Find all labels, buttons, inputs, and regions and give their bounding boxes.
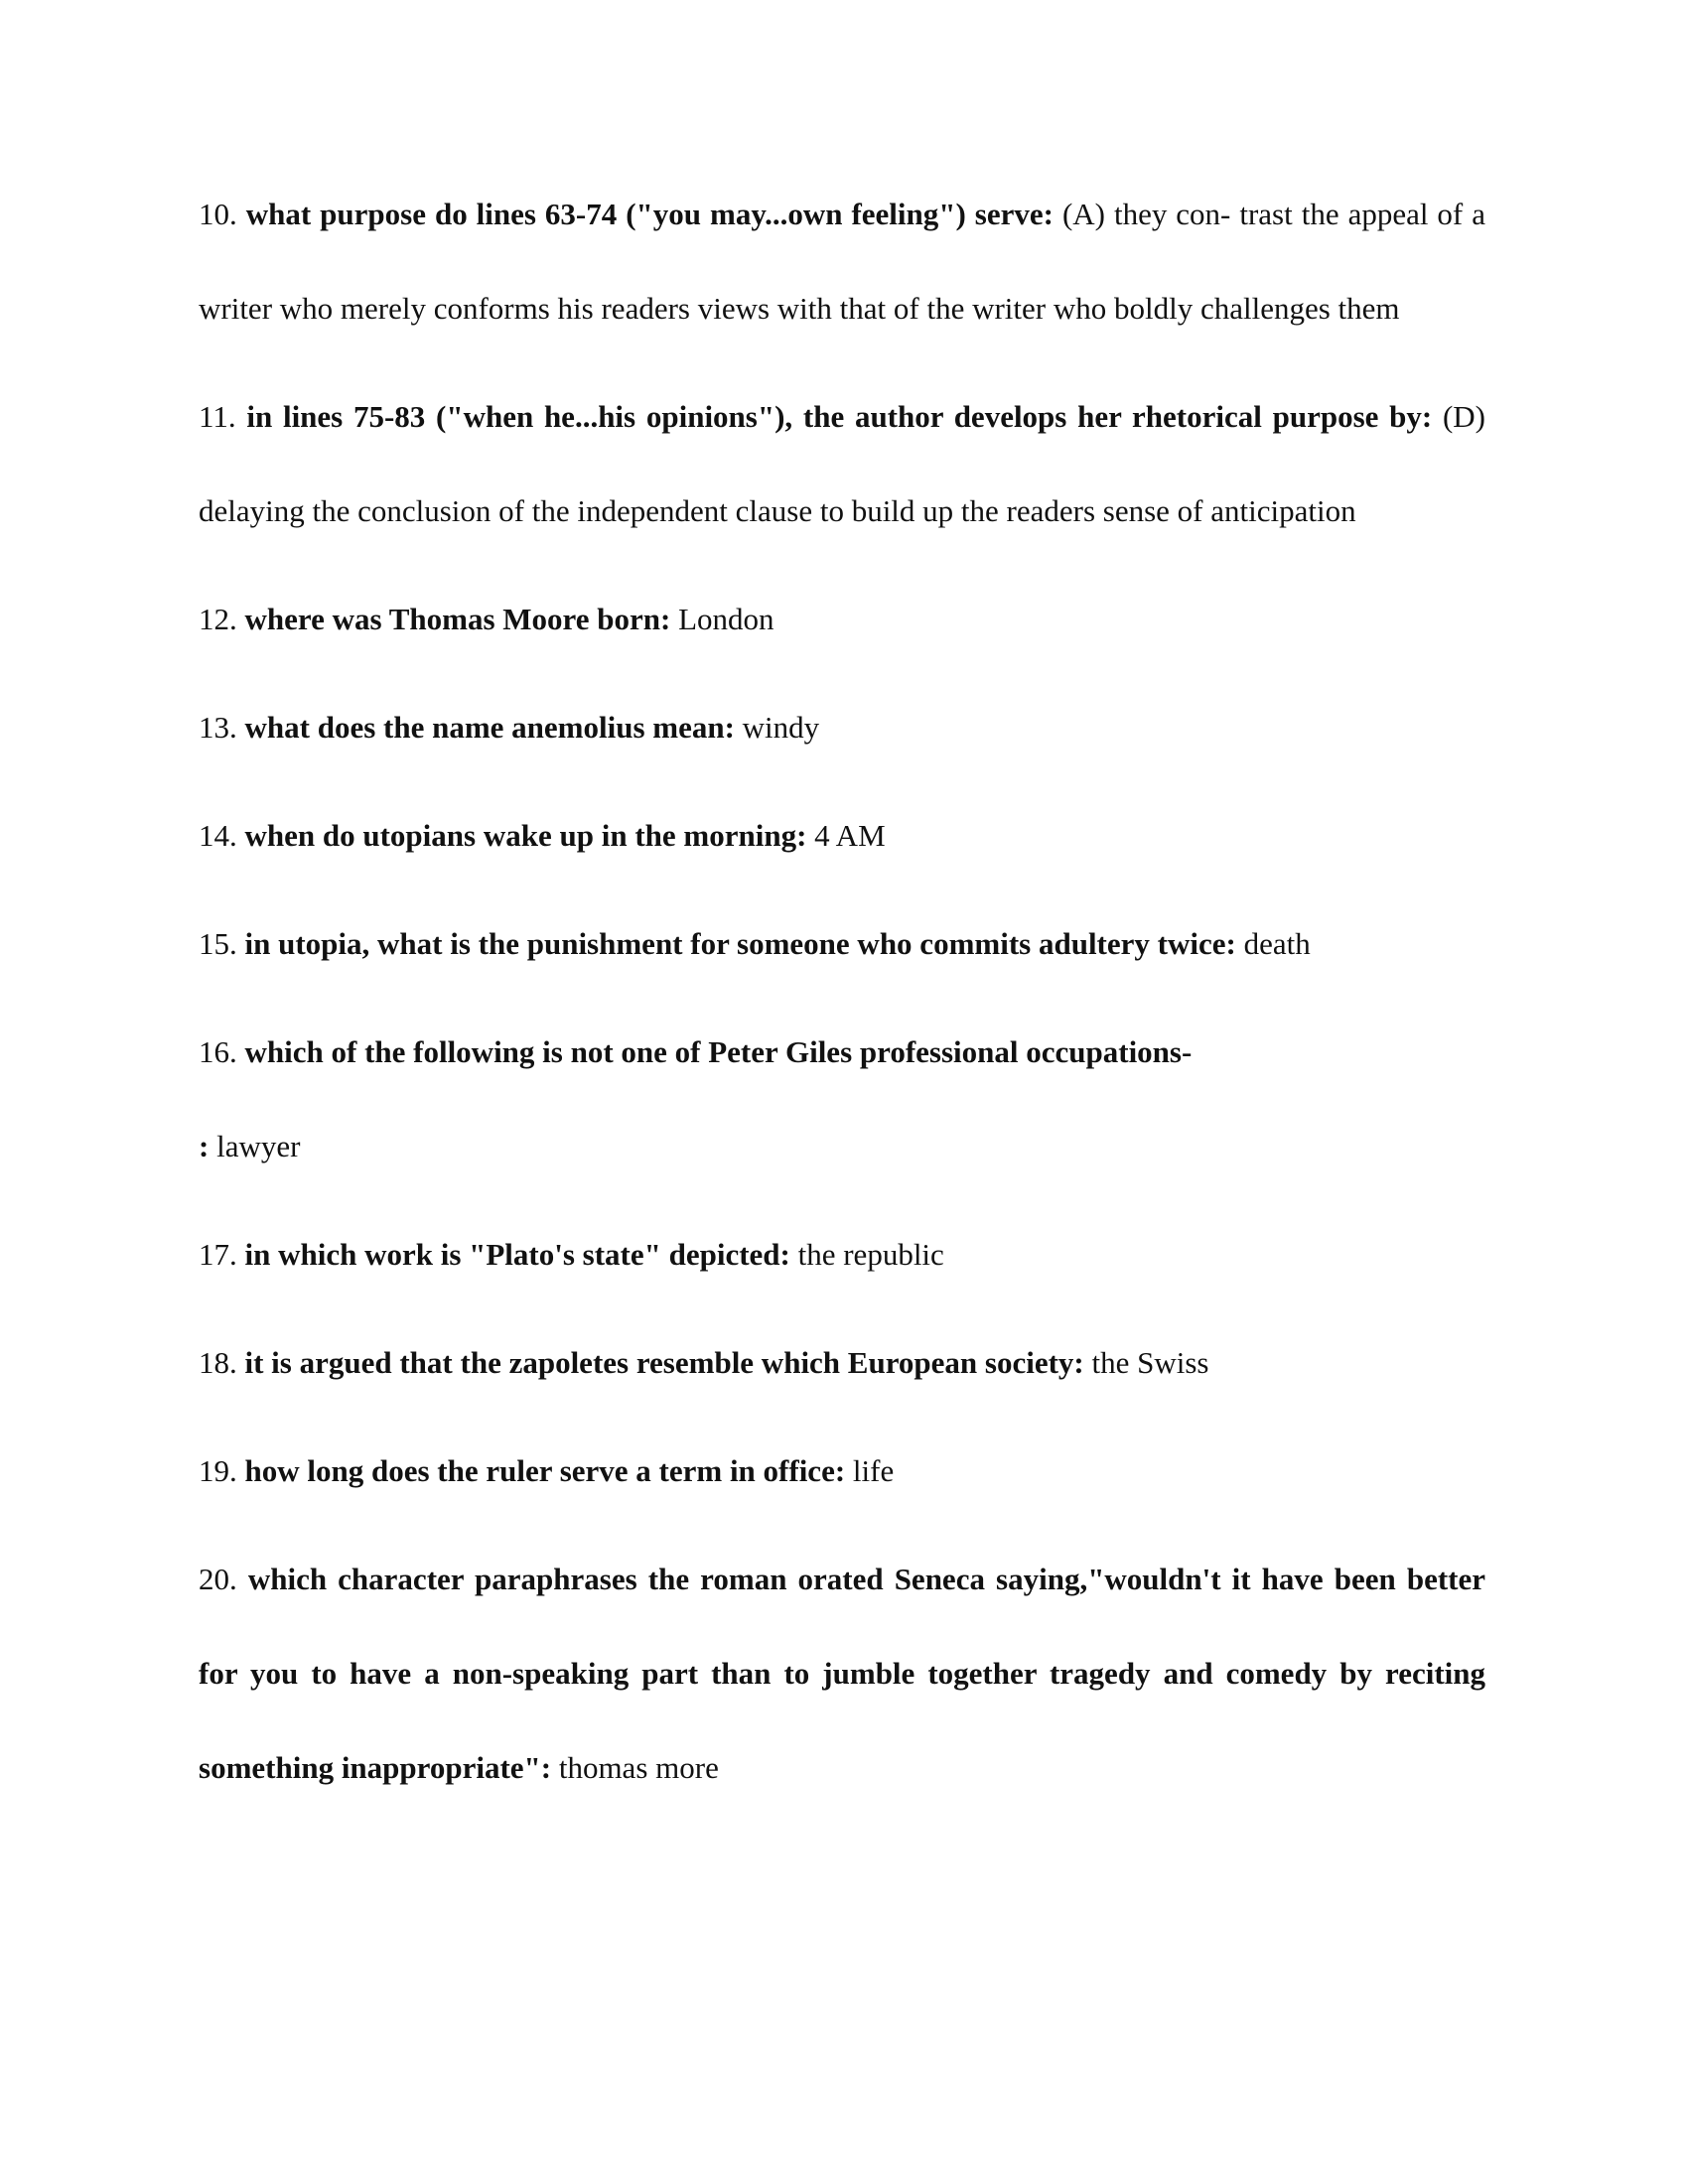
answer-line [199, 1099, 1485, 1193]
answer-text: (D) delaying the conclusion of the independent clause to build up the readers sense of anticipation [199, 399, 1486, 528]
question-text: in lines 75-83 ("when he...his opinions"), the author develops her rhetorical purpose by: [246, 399, 1433, 434]
qa-item-12 [199, 572, 1485, 666]
answer-text: the republic [797, 1237, 944, 1272]
question-text: how long does the ruler serve a term in office: [244, 1453, 846, 1488]
qa-item-19 [199, 1424, 1485, 1518]
item-number: 16. [199, 1034, 237, 1069]
item-number: 13. [199, 710, 237, 745]
qa-item-11 [199, 369, 1485, 558]
item-number: 11. [199, 399, 236, 434]
answer-text: the Swiss [1091, 1345, 1209, 1380]
answer-text: death [1243, 926, 1311, 961]
item-number: 10. [199, 197, 237, 231]
question-text: which of the following is not one of Peter Giles professional occupations- [244, 1034, 1193, 1069]
question-text: in utopia, what is the punishment for someone who commits adultery twice: [244, 926, 1236, 961]
qa-item-14 [199, 788, 1485, 883]
qa-item-10 [199, 167, 1485, 355]
answer-text: thomas more [558, 1750, 719, 1785]
answer-text: 4 AM [814, 818, 886, 853]
item-number: 17. [199, 1237, 237, 1272]
qa-item-18 [199, 1315, 1485, 1410]
qa-item-13 [199, 680, 1485, 774]
item-number: 18. [199, 1345, 237, 1380]
answer-colon: : [199, 1129, 210, 1163]
question-text: in which work is "Plato's state" depicted: [244, 1237, 790, 1272]
item-number: 15. [199, 926, 237, 961]
question-text: which character paraphrases the roman orated Seneca saying,"wouldn't it have been better for you to have a non-speaking part than to jumble together tragedy and comedy by reciting something inappropriate": [199, 1562, 1486, 1785]
question-text: what does the name anemolius mean: [244, 710, 735, 745]
answer-text: lawyer [216, 1129, 301, 1163]
qa-item-17 [199, 1207, 1485, 1301]
question-text: it is argued that the zapoletes resemble which European society: [244, 1345, 1084, 1380]
question-text: when do utopians wake up in the morning: [244, 818, 807, 853]
answer-text: London [678, 602, 774, 636]
question-text: where was Thomas Moore born: [244, 602, 671, 636]
item-number: 19. [199, 1453, 237, 1488]
qa-item-20 [199, 1532, 1485, 1815]
qa-item-16 [199, 1005, 1485, 1193]
item-number: 14. [199, 818, 237, 853]
qa-item-15 [199, 896, 1485, 991]
answer-text: (A) they con- trast the appeal of a writer who merely conforms his readers views with that of the writer who boldly challenges them [199, 197, 1485, 326]
question-text: what purpose do lines 63-74 ("you may...own feeling") serve: [245, 197, 1054, 231]
document-page [199, 194, 1485, 1855]
answer-text: windy [742, 710, 820, 745]
item-number: 12. [199, 602, 237, 636]
item-number: 20. [199, 1562, 237, 1596]
answer-text: life [852, 1453, 895, 1488]
